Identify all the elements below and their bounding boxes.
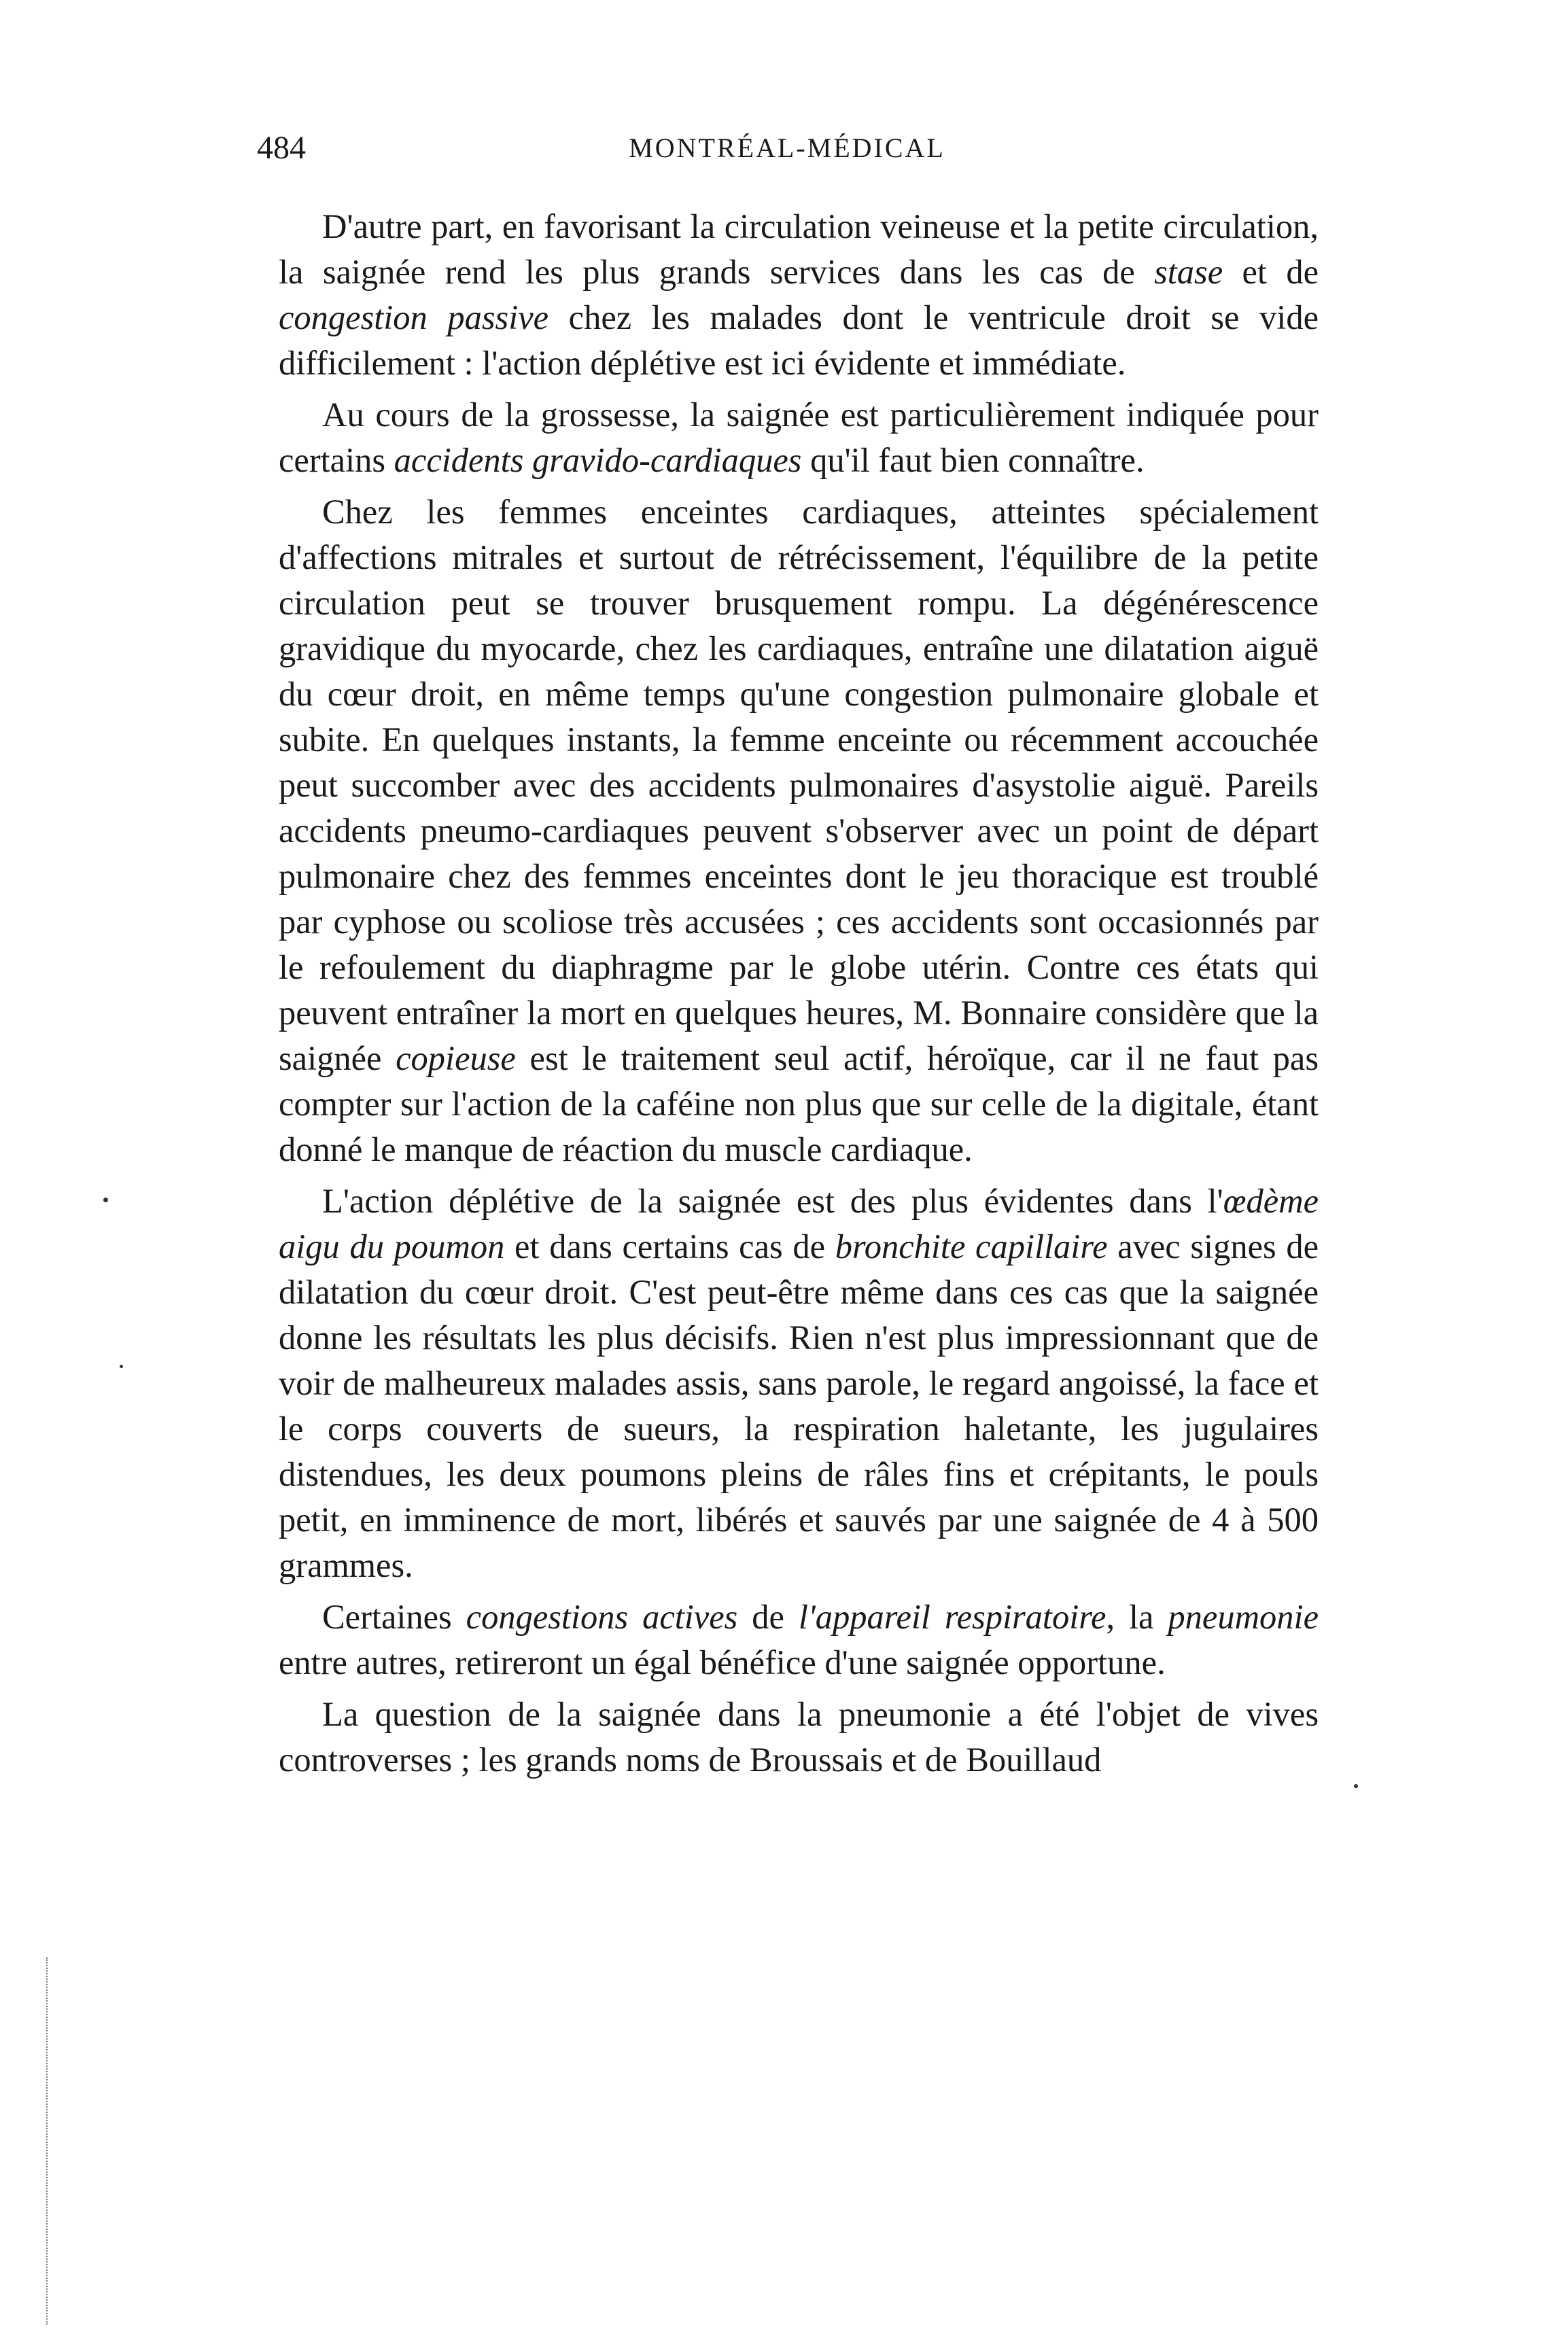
paragraph-text: et de (1223, 253, 1319, 291)
italic-text: stase (1154, 253, 1223, 291)
scan-speck (1354, 1784, 1358, 1788)
running-head: MONTRÉAL-MÉDICAL (629, 133, 945, 163)
italic-text: accidents gravido-cardiaques (394, 441, 802, 479)
italic-text: pneumonie (1168, 1598, 1319, 1636)
italic-text: œdème aigu du poumon (279, 1182, 1319, 1266)
scan-speck (103, 1198, 108, 1202)
paragraph-p6 (279, 1692, 1319, 1783)
page-header (257, 129, 1317, 170)
italic-text: l'appareil respiratoire (798, 1598, 1107, 1636)
paragraph-text: est le traitement seul actif, héroïque, car il ne faut pas compter sur l'action de la caféine non plus que sur celle de la digitale, étant donné le manque de réaction du muscle cardiaque. (279, 1039, 1319, 1168)
paragraph-p3 (279, 489, 1319, 1172)
scan-speck (120, 1365, 123, 1368)
paragraph-text: Chez les femmes enceintes cardiaques, atteintes spécialement d'affections mitrales et surtout de rétrécissement, l'équilibre de la petite circulation peut se trouver brusquement rompu. La dégénérescence gravidique du myocarde, chez les cardiaques, entraîne une dilatation aiguë du cœur droit, en même temps qu'une congestion pulmonaire globale et subite. En quelques instants, la femme enceinte ou récemment accouchée peut succomber avec des accidents pulmonaires d'asystolie aiguë. Pareils accidents pneumo-cardiaques peuvent s'observer avec un point de départ pulmonaire chez des femmes enceintes dont le jeu thoracique est troublé par cyphose ou scoliose très accusées ; ces accidents sont occasionnés par le refoulement du diaphragme par le globe utérin. Contre ces états qui peuvent entraîner la mort en quelques heures, M. Bonnaire considère que la saignée (279, 493, 1319, 1077)
paragraph-text: avec signes de dilatation du cœur droit. C'est peut-être même dans ces cas que la saignée donne les résultats les plus décisifs. Rien n'est plus impressionnant que de voir de malheureux malades assis, sans parole, le regard angoissé, la face et le corps couverts de sueurs, la respiration haletante, les jugulaires distendues, les deux poumons pleins de râles fins et crépitants, le pouls petit, en imminence de mort, libérés et sauvés par une saignée de 4 à 500 grammes. (279, 1227, 1319, 1584)
paragraph-p5 (279, 1594, 1319, 1686)
paragraph-text: D'autre part, en favorisant la circulation veineuse et la petite circulation, la saignée rend les plus grands services dans les cas de (279, 207, 1319, 291)
paragraph-p1 (279, 204, 1319, 386)
paragraph-text: Certaines (322, 1598, 466, 1636)
page-number: 484 (257, 130, 306, 166)
italic-text: bronchite capillaire (835, 1227, 1108, 1266)
paragraph-text: La question de la saignée dans la pneumonie a été l'objet de vives controverses ; les grands noms de Broussais et de Bouillaud (279, 1695, 1319, 1779)
italic-text: copieuse (396, 1039, 516, 1077)
italic-text: congestion passive (279, 298, 549, 336)
scan-margin-rule (46, 1957, 48, 2324)
paragraph-text: Au cours de la grossesse, la saignée est particulièrement indiquée pour certains (279, 396, 1319, 479)
body-text (279, 204, 1319, 1783)
paragraph-text: qu'il faut bien connaître. (801, 441, 1145, 479)
paragraph-text: chez les malades dont le ventricule droit se vide difficilement : l'action déplétive est ici évidente et immédiate. (279, 298, 1319, 382)
paragraph-text: entre autres, retireront un égal bénéfice d'une saignée opportune. (279, 1643, 1166, 1681)
paragraph-text: de (737, 1598, 799, 1636)
paragraph-p2 (279, 392, 1319, 483)
paragraph-text: et dans certains cas de (504, 1227, 835, 1266)
paragraph-text: L'action déplétive de la saignée est des plus évidentes dans l' (322, 1182, 1223, 1220)
paragraph-text: , la (1106, 1598, 1168, 1636)
italic-text: congestions actives (466, 1598, 738, 1636)
paragraph-p4 (279, 1179, 1319, 1588)
